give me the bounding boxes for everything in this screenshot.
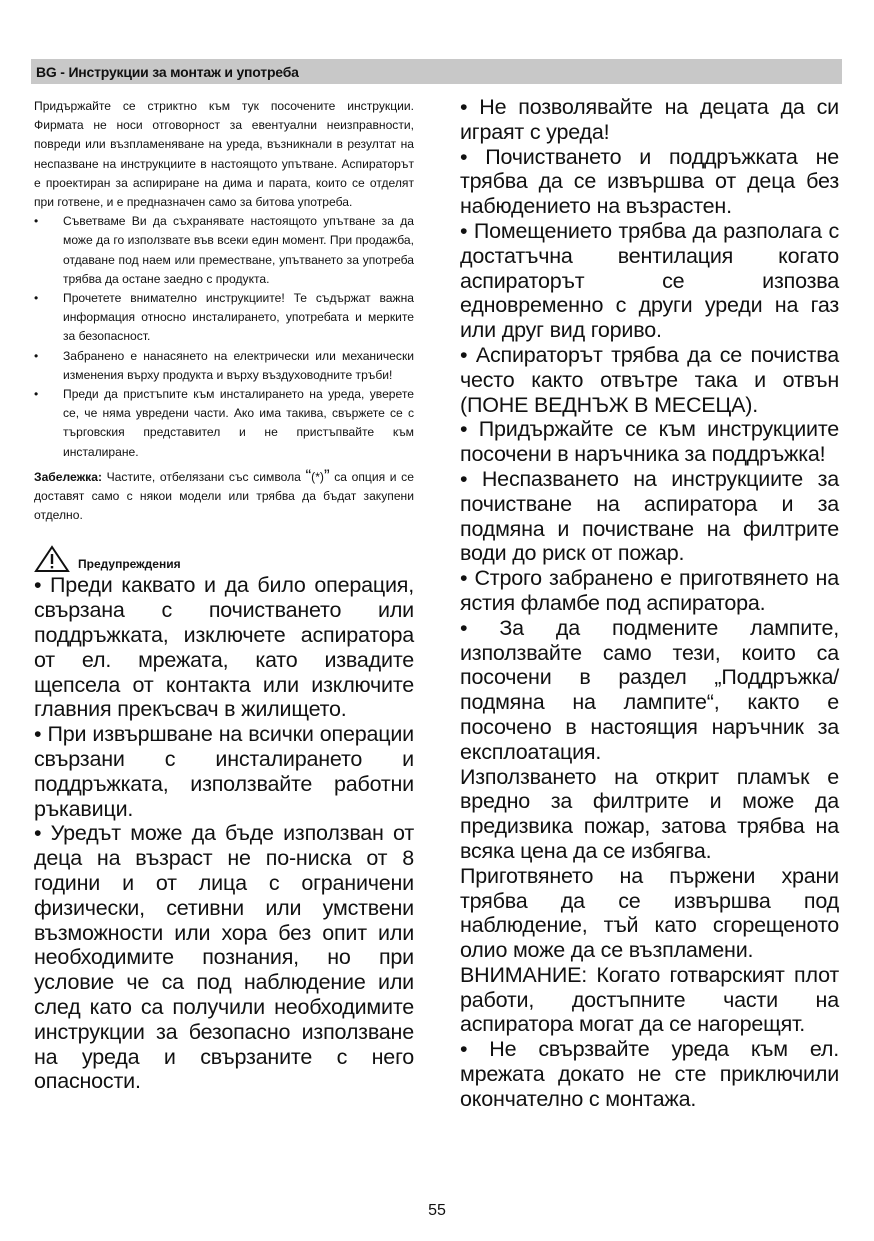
bullet-symbol: • — [34, 387, 39, 402]
note-symbol: (*) — [311, 469, 324, 484]
warnings-heading — [34, 543, 414, 573]
warning-paragraph: • Уредът може да бъде използван от деца на възраст не по-ниска от 8 години и от лица с ограничени физически, сетивни или умствени възможности или хора без опит или необходимите познания, но при условие че са под наблюдение или след като са получили необходимите инструкции за безопасно използване на уреда и свързаните с него опасности. — [34, 821, 414, 1094]
right-paragraph: • Почистването и поддръжката не трябва да се извършва от деца без набюдението на възрастен. — [460, 144, 839, 219]
list-item — [34, 212, 414, 289]
note-text-after: са опция и се доставят само с някои модели или трябва да бъдат закупени отделно. — [34, 469, 414, 523]
right-paragraph: Приготвянето на пържени храни трябва да се извършва под наблюдение, тъй като сгорещеното олио може да се възпламени. — [460, 863, 839, 963]
right-paragraph: • Не свързвайте уреда към ел. мрежата докато не сте приключили окончателно с монтажа. — [460, 1037, 839, 1111]
note-label: Забележка: — [34, 469, 102, 484]
right-paragraph: • Не позволявайте на децата да си играят с уреда! — [460, 95, 839, 144]
note-paragraph — [34, 465, 414, 526]
left-column — [34, 97, 414, 1094]
bullet-symbol: • — [34, 348, 39, 363]
right-paragraph: ВНИМАНИЕ: Когато готварският плот работи, достъпните части на аспиратора могат да се нагорещят. — [460, 962, 839, 1037]
list-item-text: Съветваме Ви да съхранявате настоящото упътване за да може да го използвате във всеки един момент. При продажба, отдаване под наем или преместване, упътването за употреба трябва да остане заедно с продукта. — [63, 214, 414, 286]
list-item — [34, 347, 414, 385]
list-item-text: Прочетете внимателно инструкциите! Те съдържат важна информация относно инсталирането, употребата и мерките за безопасност. — [63, 291, 414, 344]
right-paragraph: Използването на открит пламък е вредно за филтрите и може да предизвика пожар, затова трябва на всяка цена да се избягва. — [460, 764, 839, 863]
quote-open: “ — [305, 465, 312, 485]
quote-close: ” — [323, 465, 330, 485]
warning-paragraph: • Преди каквато и да било операция, свързана с почистването или поддръжката, изключете аспиратора от ел. мрежата, като извадите щепсела от контакта или изключите главния прекъсвач в жилището. — [34, 573, 414, 722]
bullet-symbol: • — [34, 214, 39, 229]
bullet-symbol: • — [34, 291, 39, 306]
note-text-before: Частите, отбелязани със символа — [106, 469, 301, 484]
right-paragraph: • За да подмените лампите, използвайте само тези, които са посочени в раздел „Поддръжка/подмяна на лампите“, както е посочено в настоящия наръчник за експлоатация. — [460, 615, 839, 764]
section-header-title: BG - Инструкции за монтаж и употреба — [36, 64, 299, 80]
right-paragraph: • Строго забранено е приготвянето на ястия фламбе под аспиратора. — [460, 566, 839, 615]
intro-paragraph: Придържайте се стриктно към тук посочените инструкции. Фирмата не носи отговорност за евентуални неизправности, повреди или възпламеняване на уреда, възникнали в резултат на неспазване на инструкциите в настоящото упътване. Аспираторът е проектиран за аспириране на дима и парата, които се отделят при готвене, и е предназначен само за битова употреба. — [34, 99, 414, 210]
right-paragraph: • Неспазването на инструкциите за почистване на аспиратора и за подмяна и почистване на филтрите води до риск от пожар. — [460, 466, 839, 566]
right-paragraph: • Аспираторът трябва да се почиства често както отвътре така и отвън (ПОНЕ ВЕДНЪЖ В МЕСЕЦА). — [460, 342, 839, 417]
right-paragraph: • Помещението трябва да разполага с достатъчна вентилация когато аспираторът се изпозва едновременно с други уреди на газ или друг вид гориво. — [460, 218, 839, 343]
section-header — [31, 59, 842, 84]
right-column — [460, 95, 839, 1112]
list-item — [34, 385, 414, 462]
list-item-text: Забранено е нанасянето на електрически или механически изменения върху продукта и върху въздуховодните тръби! — [63, 348, 414, 382]
warning-triangle-icon — [34, 545, 70, 573]
list-item — [34, 289, 414, 347]
right-paragraph: • Придържайте се към инструкциите посочени в наръчника за поддръжка! — [460, 417, 839, 467]
warnings-title: Предупреждения — [78, 557, 181, 572]
list-item-text: Преди да пристъпите към инсталирането на уреда, уверете се, че няма увредени части. Ако има такива, свържете се с търговския представител и не пристъпвайте към инсталиране. — [63, 387, 414, 459]
warning-paragraph: • При извършване на всички операции свързани с инсталирането и поддръжката, използвайте работни ръкавици. — [34, 722, 414, 821]
page-number: 55 — [428, 1202, 446, 1219]
